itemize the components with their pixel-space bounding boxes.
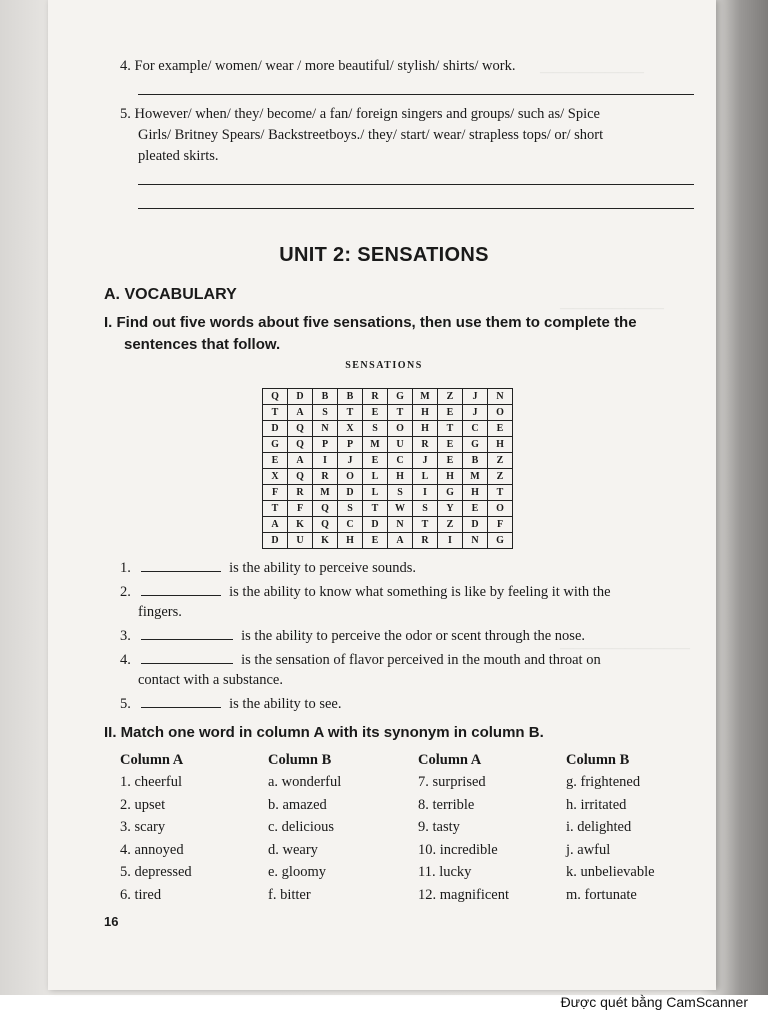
fill-blank bbox=[141, 650, 233, 664]
wordsearch-letter: E bbox=[438, 405, 463, 421]
wordsearch-letter: D bbox=[288, 389, 313, 405]
wordsearch-row bbox=[263, 469, 513, 485]
wordsearch-letter: H bbox=[488, 437, 513, 453]
wordsearch-letter: Z bbox=[488, 453, 513, 469]
column-a-item: 6. tired bbox=[120, 887, 162, 903]
wordsearch-letter: X bbox=[338, 421, 363, 437]
wordsearch-row bbox=[263, 389, 513, 405]
task-2-instruction: II. Match one word in column A with its synonym in column B. bbox=[104, 724, 544, 741]
fill-blank bbox=[141, 694, 221, 708]
wordsearch-letter: J bbox=[463, 405, 488, 421]
wordsearch-letter: D bbox=[263, 421, 288, 437]
wordsearch-letter: R bbox=[363, 389, 388, 405]
wordsearch-letter: E bbox=[263, 453, 288, 469]
wordsearch-letter: L bbox=[363, 485, 388, 501]
wordsearch-letter: T bbox=[438, 421, 463, 437]
wordsearch-letter: B bbox=[338, 389, 363, 405]
wordsearch-letter: P bbox=[338, 437, 363, 453]
sentence-2 bbox=[120, 582, 611, 602]
wordsearch-letter: H bbox=[413, 405, 438, 421]
wordsearch-letter: T bbox=[413, 517, 438, 533]
wordsearch-letter: Q bbox=[288, 469, 313, 485]
sentence-1 bbox=[120, 558, 416, 578]
column-b-item: h. irritated bbox=[566, 796, 627, 813]
wordsearch-letter: Q bbox=[288, 421, 313, 437]
wordsearch-letter: F bbox=[288, 501, 313, 517]
wordsearch-letter: Q bbox=[288, 437, 313, 453]
answer-line bbox=[138, 184, 694, 185]
scanner-watermark: Được quét bằng CamScanner bbox=[560, 994, 748, 1010]
wordsearch-letter: Z bbox=[438, 389, 463, 405]
wordsearch-letter: T bbox=[388, 405, 413, 421]
sentence-4-continuation: contact with a substance. bbox=[138, 672, 283, 688]
wordsearch-letter: E bbox=[463, 501, 488, 517]
column-a-item: 9. tasty bbox=[418, 819, 460, 836]
wordsearch-letter: X bbox=[263, 469, 288, 485]
wordsearch-letter: J bbox=[463, 389, 488, 405]
sentence-text: is the ability to perceive the odor or scent through the nose. bbox=[241, 628, 586, 644]
column-b-item: k. unbelievable bbox=[566, 864, 655, 881]
sentence-3 bbox=[120, 626, 585, 646]
wordsearch-letter: O bbox=[488, 501, 513, 517]
wordsearch-letter: W bbox=[388, 501, 413, 517]
wordsearch-letter: C bbox=[388, 453, 413, 469]
wordsearch-letter: D bbox=[263, 533, 288, 549]
wordsearch-letter: E bbox=[488, 421, 513, 437]
fill-blank bbox=[141, 626, 233, 640]
wordsearch-letter: S bbox=[413, 501, 438, 517]
wordsearch-letter: P bbox=[313, 437, 338, 453]
wordsearch-letter: E bbox=[438, 453, 463, 469]
wordsearch-row bbox=[263, 485, 513, 501]
column-a-item: 7. surprised bbox=[418, 774, 486, 790]
wordsearch-letter: F bbox=[263, 485, 288, 501]
sentence-number: 3. bbox=[120, 628, 131, 644]
sentence-2-continuation: fingers. bbox=[138, 604, 182, 620]
wordsearch-letter: Q bbox=[313, 517, 338, 533]
wordsearch-letter: G bbox=[488, 533, 513, 549]
wordsearch-letter: Q bbox=[313, 501, 338, 517]
wordsearch-letter: M bbox=[463, 469, 488, 485]
wordsearch-letter: M bbox=[313, 485, 338, 501]
wordsearch-letter: E bbox=[363, 405, 388, 421]
wordsearch-letter: C bbox=[463, 421, 488, 437]
column-b-item: j. awful bbox=[566, 841, 611, 858]
wordsearch-letter: S bbox=[338, 501, 363, 517]
wordsearch-row bbox=[263, 533, 513, 549]
column-b-item: i. delighted bbox=[566, 819, 632, 836]
wordsearch-row bbox=[263, 437, 513, 453]
wordsearch-letter: N bbox=[463, 533, 488, 549]
wordsearch-letter: H bbox=[388, 469, 413, 485]
wordsearch-letter: U bbox=[388, 437, 413, 453]
wordsearch-letter: J bbox=[413, 453, 438, 469]
column-a-item: 10. incredible bbox=[418, 841, 498, 858]
wordsearch-letter: G bbox=[438, 485, 463, 501]
wordsearch-letter: E bbox=[363, 533, 388, 549]
column-b-item: a. wonderful bbox=[268, 774, 342, 790]
wordsearch-letter: D bbox=[338, 485, 363, 501]
wordsearch-letter: N bbox=[488, 389, 513, 405]
wordsearch-letter: R bbox=[413, 437, 438, 453]
wordsearch-letter: B bbox=[313, 389, 338, 405]
sentence-4 bbox=[120, 650, 601, 670]
sentence-number: 4. bbox=[120, 652, 131, 668]
wordsearch-letter: T bbox=[488, 485, 513, 501]
wordsearch-letter: G bbox=[263, 437, 288, 453]
column-a-item: 8. terrible bbox=[418, 796, 475, 813]
sentence-number: 1. bbox=[120, 560, 131, 576]
wordsearch-letter: I bbox=[413, 485, 438, 501]
sentence-number: 2. bbox=[120, 584, 131, 600]
wordsearch-letter: R bbox=[313, 469, 338, 485]
wordsearch-letter: N bbox=[388, 517, 413, 533]
wordsearch-row bbox=[263, 501, 513, 517]
wordsearch-letter: I bbox=[313, 453, 338, 469]
column-b-item: b. amazed bbox=[268, 796, 327, 813]
wordsearch-letter: H bbox=[438, 469, 463, 485]
column-a-item: 3. scary bbox=[120, 819, 166, 836]
wordsearch-letter: O bbox=[338, 469, 363, 485]
wordsearch-letter: K bbox=[288, 517, 313, 533]
column-b-item: m. fortunate bbox=[566, 887, 637, 903]
wordsearch-letter: R bbox=[413, 533, 438, 549]
wordsearch-letter: Z bbox=[438, 517, 463, 533]
sentence-text: is the ability to know what something is like by feeling it with the bbox=[229, 584, 611, 600]
wordsearch-letter: L bbox=[413, 469, 438, 485]
wordsearch-letter: O bbox=[488, 405, 513, 421]
wordsearch-row bbox=[263, 517, 513, 533]
column-b-item: g. frightened bbox=[566, 774, 641, 790]
fill-blank bbox=[141, 558, 221, 572]
column-a-item: 12. magnificent bbox=[418, 887, 510, 903]
wordsearch-letter: T bbox=[338, 405, 363, 421]
wordsearch-letter: M bbox=[363, 437, 388, 453]
task-1-instruction-line1: I. Find out five words about five sensations, then use them to complete the bbox=[104, 314, 637, 331]
column-b-heading: Column B bbox=[566, 752, 630, 768]
column-b-item: d. weary bbox=[268, 841, 318, 858]
column-a-item: 11. lucky bbox=[418, 864, 472, 881]
sentence-text: is the ability to perceive sounds. bbox=[229, 560, 416, 576]
column-b-item: e. gloomy bbox=[268, 864, 326, 881]
wordsearch-letter: H bbox=[463, 485, 488, 501]
wordsearch-letter: S bbox=[388, 485, 413, 501]
wordsearch-letter: E bbox=[363, 453, 388, 469]
wordsearch-row bbox=[263, 421, 513, 437]
exercise-item-5-line3: pleated skirts. bbox=[138, 148, 219, 164]
wordsearch-row bbox=[263, 453, 513, 469]
wordsearch-letter: O bbox=[388, 421, 413, 437]
column-a-item: 1. cheerful bbox=[120, 774, 182, 790]
wordsearch-letter: A bbox=[263, 517, 288, 533]
wordsearch-letter: A bbox=[288, 405, 313, 421]
wordsearch-letter: L bbox=[363, 469, 388, 485]
wordsearch-letter: Y bbox=[438, 501, 463, 517]
wordsearch-letter: R bbox=[288, 485, 313, 501]
wordsearch-letter: S bbox=[313, 405, 338, 421]
column-a-heading: Column A bbox=[120, 752, 184, 768]
column-b-heading: Column B bbox=[268, 752, 332, 768]
wordsearch-letter: H bbox=[413, 421, 438, 437]
wordsearch-letter: S bbox=[363, 421, 388, 437]
wordsearch-letter: T bbox=[363, 501, 388, 517]
wordsearch-letter: T bbox=[263, 501, 288, 517]
bleed-through-text: ———————— bbox=[540, 64, 644, 79]
wordsearch-letter: Q bbox=[263, 389, 288, 405]
wordsearch-letter: T bbox=[263, 405, 288, 421]
sentence-text: is the sensation of flavor perceived in the mouth and throat on bbox=[241, 652, 601, 668]
bleed-through-text: —————————— bbox=[560, 640, 690, 655]
column-a-item: 5. depressed bbox=[120, 864, 192, 881]
wordsearch-title: SENSATIONS bbox=[345, 360, 423, 371]
unit-title: UNIT 2: SENSATIONS bbox=[279, 244, 489, 266]
column-b-item: c. delicious bbox=[268, 819, 335, 836]
wordsearch-row bbox=[263, 405, 513, 421]
wordsearch-letter: U bbox=[288, 533, 313, 549]
column-a-heading: Column A bbox=[418, 752, 482, 768]
wordsearch-letter: B bbox=[463, 453, 488, 469]
wordsearch-letter: A bbox=[388, 533, 413, 549]
column-a-item: 4. annoyed bbox=[120, 841, 184, 858]
wordsearch-letter: E bbox=[438, 437, 463, 453]
column-b-item: f. bitter bbox=[268, 887, 311, 903]
wordsearch-letter: K bbox=[313, 533, 338, 549]
wordsearch-letter: D bbox=[363, 517, 388, 533]
exercise-item-5-line2: Girls/ Britney Spears/ Backstreetboys./ they/ start/ wear/ strapless tops/ or/ short bbox=[138, 127, 604, 143]
column-a-item: 2. upset bbox=[120, 796, 166, 813]
wordsearch-letter: H bbox=[338, 533, 363, 549]
wordsearch-letter: J bbox=[338, 453, 363, 469]
fill-blank bbox=[141, 582, 221, 596]
exercise-item-4: 4. For example/ women/ wear / more beautiful/ stylish/ shirts/ work. bbox=[120, 58, 516, 74]
exercise-item-5-line1: 5. However/ when/ they/ become/ a fan/ foreign singers and groups/ such as/ Spice bbox=[120, 106, 600, 122]
section-heading-vocabulary: A. VOCABULARY bbox=[104, 286, 237, 303]
wordsearch-letter: C bbox=[338, 517, 363, 533]
sentence-number: 5. bbox=[120, 696, 131, 712]
page-number: 16 bbox=[104, 914, 119, 929]
wordsearch-grid bbox=[262, 388, 513, 549]
bleed-through-text: ———————— bbox=[560, 300, 664, 315]
wordsearch-letter: Z bbox=[488, 469, 513, 485]
answer-line bbox=[138, 94, 694, 95]
wordsearch-letter: A bbox=[288, 453, 313, 469]
sentence-text: is the ability to see. bbox=[229, 696, 342, 712]
sentence-5 bbox=[120, 694, 341, 714]
task-1-instruction-line2: sentences that follow. bbox=[124, 336, 281, 353]
wordsearch-letter: G bbox=[388, 389, 413, 405]
wordsearch-letter: I bbox=[438, 533, 463, 549]
answer-line bbox=[138, 208, 694, 209]
wordsearch-letter: D bbox=[463, 517, 488, 533]
wordsearch-letter: N bbox=[313, 421, 338, 437]
wordsearch-letter: G bbox=[463, 437, 488, 453]
wordsearch-letter: M bbox=[413, 389, 438, 405]
wordsearch-letter: F bbox=[488, 517, 513, 533]
